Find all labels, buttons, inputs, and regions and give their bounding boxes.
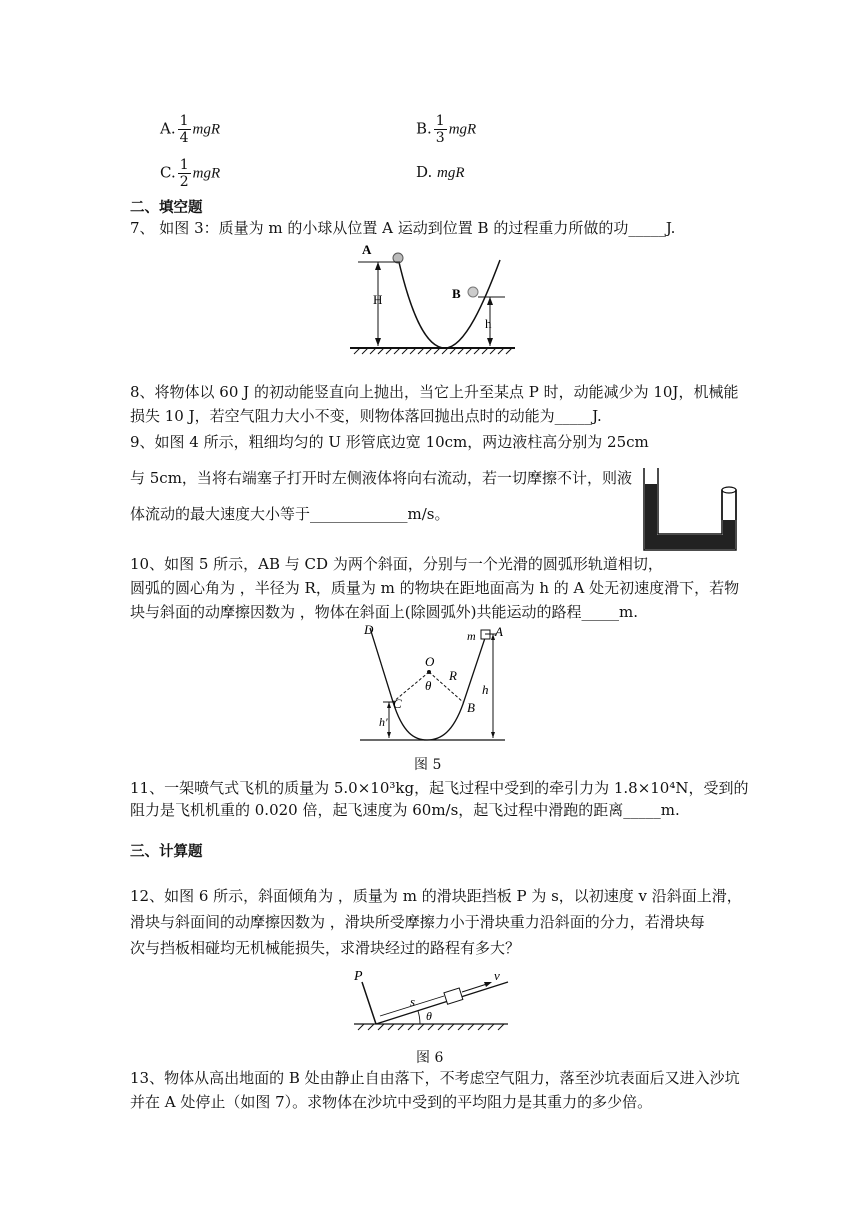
q9-line-1: 9、如图 4 所示，粗细均匀的 U 形管底边宽 10cm，两边液柱高分别为 25cm: [130, 433, 649, 451]
option-b-letter: B.: [416, 119, 432, 138]
option-c-expr: mgR: [192, 165, 221, 182]
fig5-label-d: D: [364, 622, 374, 637]
fig5-label-a: A: [495, 624, 503, 639]
q11-line-1: 11、一架喷气式飞机的质量为 5.0×10³kg，起飞过程中受到的牵引力为 1.8×10⁴N，受到的: [130, 779, 749, 797]
fig6-label-p: P: [354, 969, 363, 984]
q9-line-2: 与 5cm，当将右端塞子打开时左侧液体将向右流动，若一切摩擦不计，则液: [130, 469, 632, 487]
option-c: [160, 157, 220, 190]
fig5-label-h: h: [482, 682, 489, 697]
fig5-label-h-prime: h′: [379, 715, 388, 729]
section-calc-heading: 三、计算题: [130, 844, 203, 860]
q12-line-3: 次与挡板相碰均无机械能损失，求滑块经过的路程有多大？: [130, 939, 521, 957]
fig5-label-o: O: [425, 654, 435, 669]
q11-line-2: 阻力是飞机机重的 0.020 倍，起飞速度为 60m/s，起飞过程中滑跑的距离_____m.: [130, 801, 680, 819]
fig6-label-s: s: [410, 994, 416, 1009]
fraction-one-half: $\frac{1}{2}$: [179, 157, 189, 190]
fig5-label-theta: θ: [425, 678, 432, 693]
fig5-label-c: C: [393, 696, 402, 711]
section-fill-heading: 二、填空题: [130, 200, 203, 216]
option-c-letter: C.: [160, 163, 176, 182]
fig5-label-r: R: [449, 668, 457, 683]
fig3-label-a: A: [362, 242, 372, 257]
fig6-label-theta: θ: [426, 1009, 432, 1023]
fig5-label-m: m: [467, 629, 476, 643]
figure-3-track: [340, 240, 520, 360]
fig5-label-b: B: [467, 700, 475, 715]
fig3-label-h-upper: H: [373, 292, 383, 307]
option-d: [416, 163, 465, 182]
figure-5-incline-arc: [345, 622, 515, 750]
q10-line-2: 圆弧的圆心角为 ，半径为 R，质量为 m 的物块在距地面高为 h 的 A 处无初速度滑下，若物: [130, 579, 740, 597]
q8-line-2: 损失 10 J，若空气阻力大小不变，则物体落回抛出点时的动能为_____J.: [130, 407, 602, 425]
option-d-expr: mgR: [437, 165, 465, 181]
option-b-expr: mgR: [448, 121, 477, 138]
fig3-label-b: B: [452, 286, 461, 301]
q7-text: 7、 如图 3：质量为 m 的小球从位置 A 运动到位置 B 的过程重力所做的功_____J.: [130, 219, 676, 237]
fig6-label-v: v: [494, 968, 500, 983]
figure-4-u-tube: [638, 462, 742, 558]
q13-line-2: 并在 A 处停止（如图 7）。求物体在沙坑中受到的平均阻力是其重力的多少倍。: [130, 1093, 653, 1111]
figure-6-caption: 图 6: [416, 1050, 444, 1066]
option-b: [416, 113, 476, 146]
option-a: [160, 113, 220, 146]
figure-6-incline: [340, 962, 520, 1034]
q9-line-3: 体流动的最大速度大小等于_____________m/s。: [130, 505, 450, 523]
q10-line-1: 10、如图 5 所示，AB 与 CD 为两个斜面，分别与一个光滑的圆弧形轨道相切，: [130, 555, 663, 573]
option-a-expr: mgR: [192, 121, 221, 138]
fig3-label-h-lower: h: [485, 316, 492, 331]
q13-line-1: 13、物体从高出地面的 B 处由静止自由落下，不考虑空气阻力，落至沙坑表面后又进入沙坑: [130, 1069, 740, 1087]
option-d-letter: D.: [416, 163, 433, 181]
figure-5-caption: 图 5: [414, 757, 442, 773]
fraction-one-third: $\frac{1}{3}$: [435, 113, 445, 146]
q8-line-1: 8、将物体以 60 J 的初动能竖直向上抛出，当它上升至某点 P 时，动能减少为 10J，机械能: [130, 383, 739, 401]
fraction-one-quarter: $\frac{1}{4}$: [179, 113, 189, 146]
option-a-letter: A.: [160, 119, 176, 138]
q10-line-3: 块与斜面的动摩擦因数为 ，物体在斜面上(除圆弧外)共能运动的路程_____m.: [130, 603, 638, 621]
q12-line-1: 12、如图 6 所示，斜面倾角为 ，质量为 m 的滑块距挡板 P 为 s，以初速度 v 沿斜面上滑，: [130, 887, 742, 905]
q12-line-2: 滑块与斜面间的动摩擦因数为 ，滑块所受摩擦力小于滑块重力沿斜面的分力，若滑块每: [130, 913, 705, 931]
